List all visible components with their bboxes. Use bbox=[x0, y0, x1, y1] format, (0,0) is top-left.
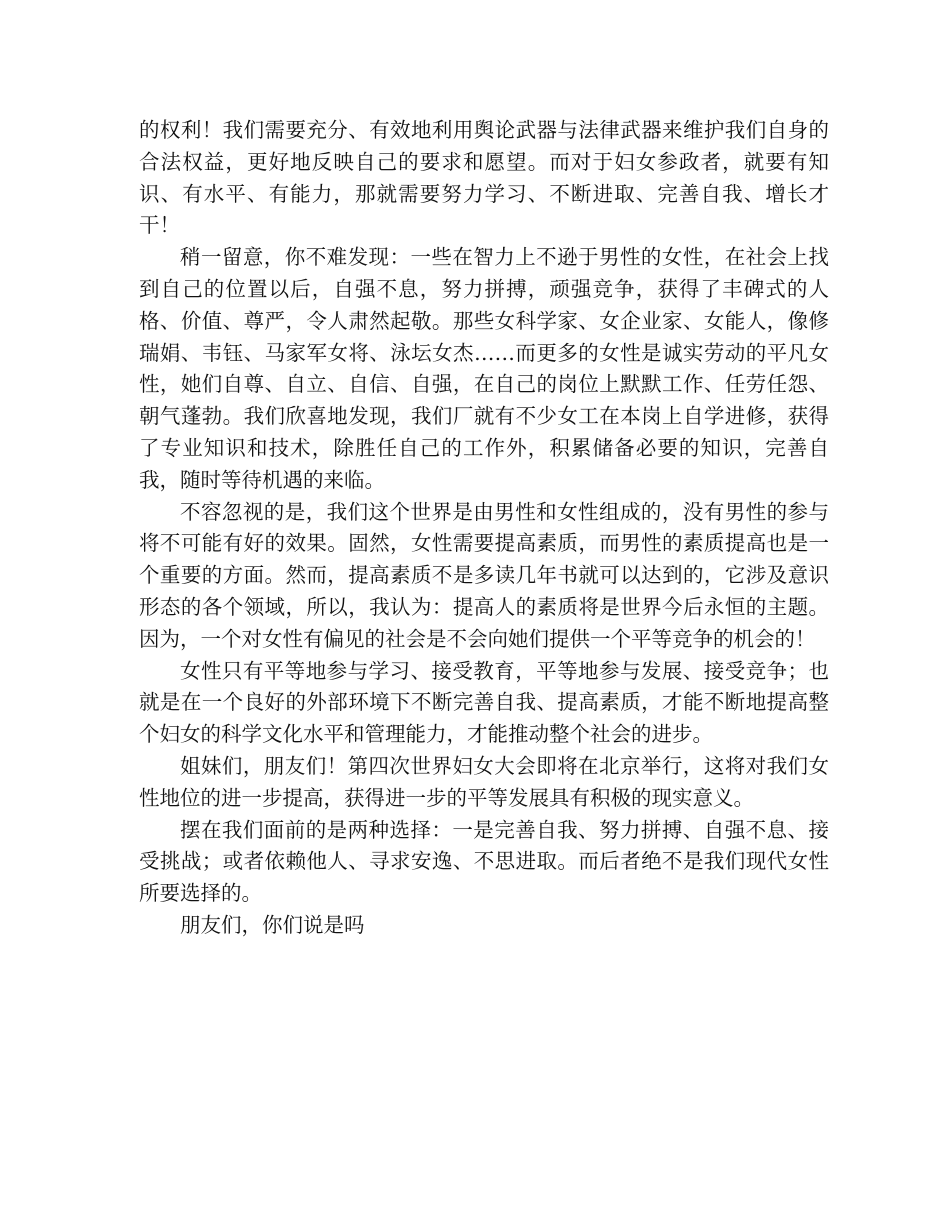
paragraph-7: 朋友们，你们说是吗 bbox=[180, 912, 365, 937]
paragraph-6: 摆在我们面前的是两种选择：一是完善自我、努力拼搏、自强不息、接受挑战；或者依赖他人、寻求安逸、不思进取。而后者绝不是我们现代女性所要选择的。 bbox=[139, 817, 829, 906]
paragraph-2: 稍一留意，你不难发现：一些在智力上不逊于男性的女性，在社会上找到自己的位置以后，自强不息，努力拼搏，顽强竞争，获得了丰碑式的人格、价值、尊严，令人肃然起敬。那些女科学家、女企业家、女能人，像修瑞娟、韦钰、马家军女将、泳坛女杰……而更多的女性是诚实劳动的平凡女性，她们自尊、自立、自信、自强，在自己的岗位上默默工作、任劳任怨、朝气蓬勃。我们欣喜地发现，我们厂就有不少女工在本岗上自学进修，获得了专业知识和技术，除胜任自己的工作外，积累储备必要的知识，完善自我，随时等待机遇的来临。 bbox=[139, 245, 829, 492]
paragraph-5: 姐妹们，朋友们！第四次世界妇女大会即将在北京举行，这将对我们女性地位的进一步提高，获得进一步的平等发展具有积极的现实意义。 bbox=[139, 753, 829, 810]
document-body bbox=[139, 115, 829, 942]
paragraph-3: 不容忽视的是，我们这个世界是由男性和女性组成的，没有男性的参与将不可能有好的效果。固然，女性需要提高素质，而男性的素质提高也是一个重要的方面。然而，提高素质不是多读几年书就可以达到的，它涉及意识形态的各个领域，所以，我认为：提高人的素质将是世界今后永恒的主题。因为，一个对女性有偏见的社会是不会向她们提供一个平等竞争的机会的！ bbox=[139, 499, 829, 651]
paragraph-4: 女性只有平等地参与学习、接受教育，平等地参与发展、接受竞争；也就是在一个良好的外部环境下不断完善自我、提高素质，才能不断地提高整个妇女的科学文化水平和管理能力，才能推动整个社会的进步。 bbox=[139, 658, 829, 747]
paragraph-1: 的权利！我们需要充分、有效地利用舆论武器与法律武器来维护我们自身的合法权益，更好地反映自己的要求和愿望。而对于妇女参政者，就要有知识、有水平、有能力，那就需要努力学习、不断进取、完善自我、增长才干！ bbox=[139, 118, 829, 238]
